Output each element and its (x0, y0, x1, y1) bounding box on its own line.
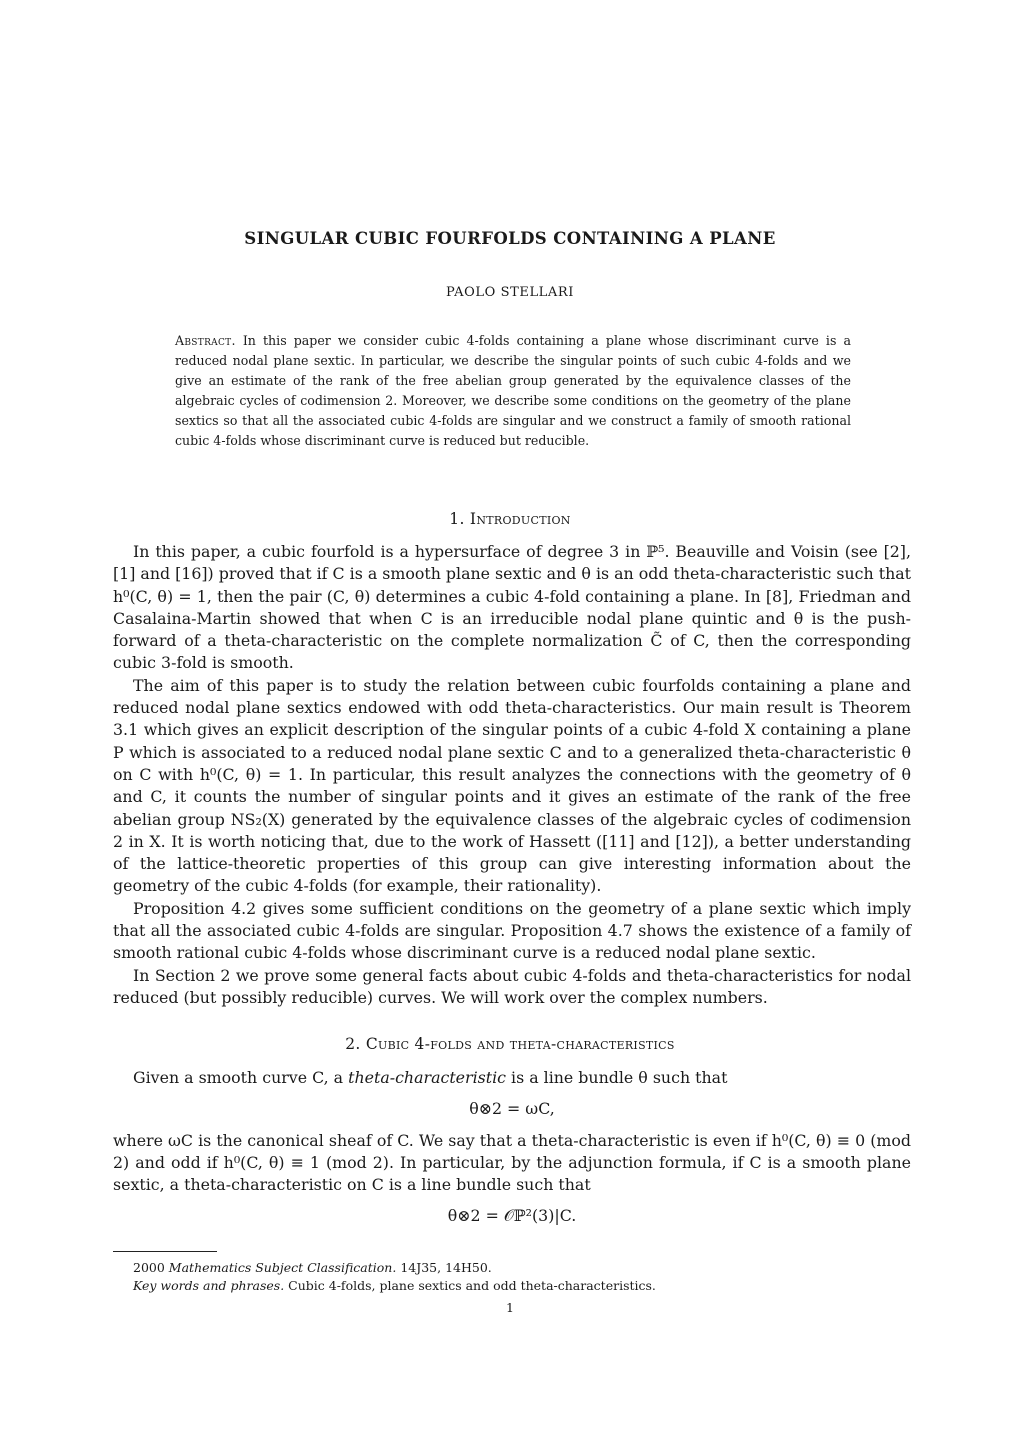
section-2-paragraph-1 (113, 1067, 911, 1089)
author-name: PAOLO STELLARI (445, 285, 575, 300)
intro-paragraph-1: In this paper, a cubic fourfold is a hypersurface of degree 3 in ℙ⁵. Beauville and Voisin (see [2], [1] and [16]) proved that if C is a smooth plane sextic and θ is an odd theta-characteristic such that h⁰(C, θ) = 1, then the pair (C, θ) determines a cubic 4-fold containing a plane. In [8], Friedman and Casalaina-Martin showed that when C is an irreducible nodal plane quintic and θ is the push-forward of a theta-characteristic on the complete normalization C̃ of C, then the corresponding cubic 3-fold is smooth. (113, 542, 912, 673)
text-run: is a line bundle θ such that (506, 1068, 728, 1087)
section-2-title: 2. Cubic 4-folds and theta-characteristics (345, 1035, 675, 1053)
equation-2: θ⊗2 = 𝒪ℙ²(3)|C. (447, 1206, 577, 1226)
abstract (175, 331, 851, 451)
intro-paragraph-4: In Section 2 we prove some general facts about cubic 4-folds and theta-characteristics for nodal reduced (but possibly reducible) curves. We will work over the complex numbers. (113, 965, 911, 1007)
msc-codes: 14J35, 14H50. (400, 1260, 492, 1275)
abstract-text: In this paper we consider cubic 4-folds containing a plane whose discriminant curve is a reduced nodal plane sextic. In particular, we describe the singular points of such cubic 4-folds and we give an estimate of the rank of the free abelian group generated by the equivalence classes of the algebraic cycles of codimension 2. Moreover, we describe some conditions on the geometry of the plane sextics so that all the associated cubic 4-folds are singular and we construct a family of smooth rational cubic 4-folds whose discriminant curve is reduced but reducible. (175, 333, 851, 448)
abstract-label: Abstract. (175, 333, 236, 348)
footnote-keywords (113, 1277, 911, 1295)
intro-paragraph-2: The aim of this paper is to study the relation between cubic fourfolds containing a plane and reduced nodal plane sextics endowed with odd theta-characteristics. Our main result is Theorem 3.1 which gives an explicit description of the singular points of a cubic 4-fold X containing a plane P which is associated to a reduced nodal plane sextic C and to a generalized theta-characteristic θ on C with h⁰(C, θ) = 1. In particular, this result analyzes the connections with the geometry of θ and C, it counts the number of singular points and it gives an estimate of the rank of the free abelian group NS₂(X) generated by the equivalence classes of the algebraic cycles of codimension 2 in X. It is worth noticing that, due to the work of Hassett ([11] and [12]), a better understanding of the lattice-theoretic properties of this group can give interesting information about the geometry of the cubic 4-folds (for example, their rationality). (113, 675, 911, 896)
intro-paragraph-3: Proposition 4.2 gives some sufficient conditions on the geometry of a plane sextic which imply that all the associated cubic 4-folds are singular. Proposition 4.7 shows the existence of a family of smooth rational cubic 4-folds whose discriminant curve is a reduced nodal plane sextic. (113, 898, 911, 963)
section-2-body (113, 1067, 911, 1237)
msc-label: Mathematics Subject Classification. (168, 1260, 397, 1275)
section-1-body (113, 541, 911, 1009)
keywords-label: Key words and phrases. (133, 1278, 285, 1293)
paper-title: SINGULAR CUBIC FOURFOLDS CONTAINING A PLANE (244, 229, 776, 248)
section-1-title: 1. Introduction (449, 510, 571, 528)
msc-year: 2000 (133, 1260, 165, 1275)
footnote-msc (113, 1259, 911, 1277)
defined-term: theta-characteristic (348, 1068, 506, 1087)
page-number: 1 (506, 1300, 514, 1315)
footnotes (113, 1259, 911, 1295)
text-run: Given a smooth curve C, a (133, 1068, 349, 1087)
equation-1: θ⊗2 = ωC, (469, 1099, 555, 1119)
footnote-rule (113, 1251, 217, 1252)
keywords-text: Cubic 4-folds, plane sextics and odd theta-characteristics. (288, 1278, 656, 1293)
section-2-paragraph-2: where ωC is the canonical sheaf of C. We say that a theta-characteristic is even if h⁰(C, θ) ≡ 0 (mod 2) and odd if h⁰(C, θ) ≡ 1 (mod 2). In particular, by the adjunction formula, if C is a smooth plane sextic, a theta-characteristic on C is a line bundle such that (113, 1130, 911, 1195)
